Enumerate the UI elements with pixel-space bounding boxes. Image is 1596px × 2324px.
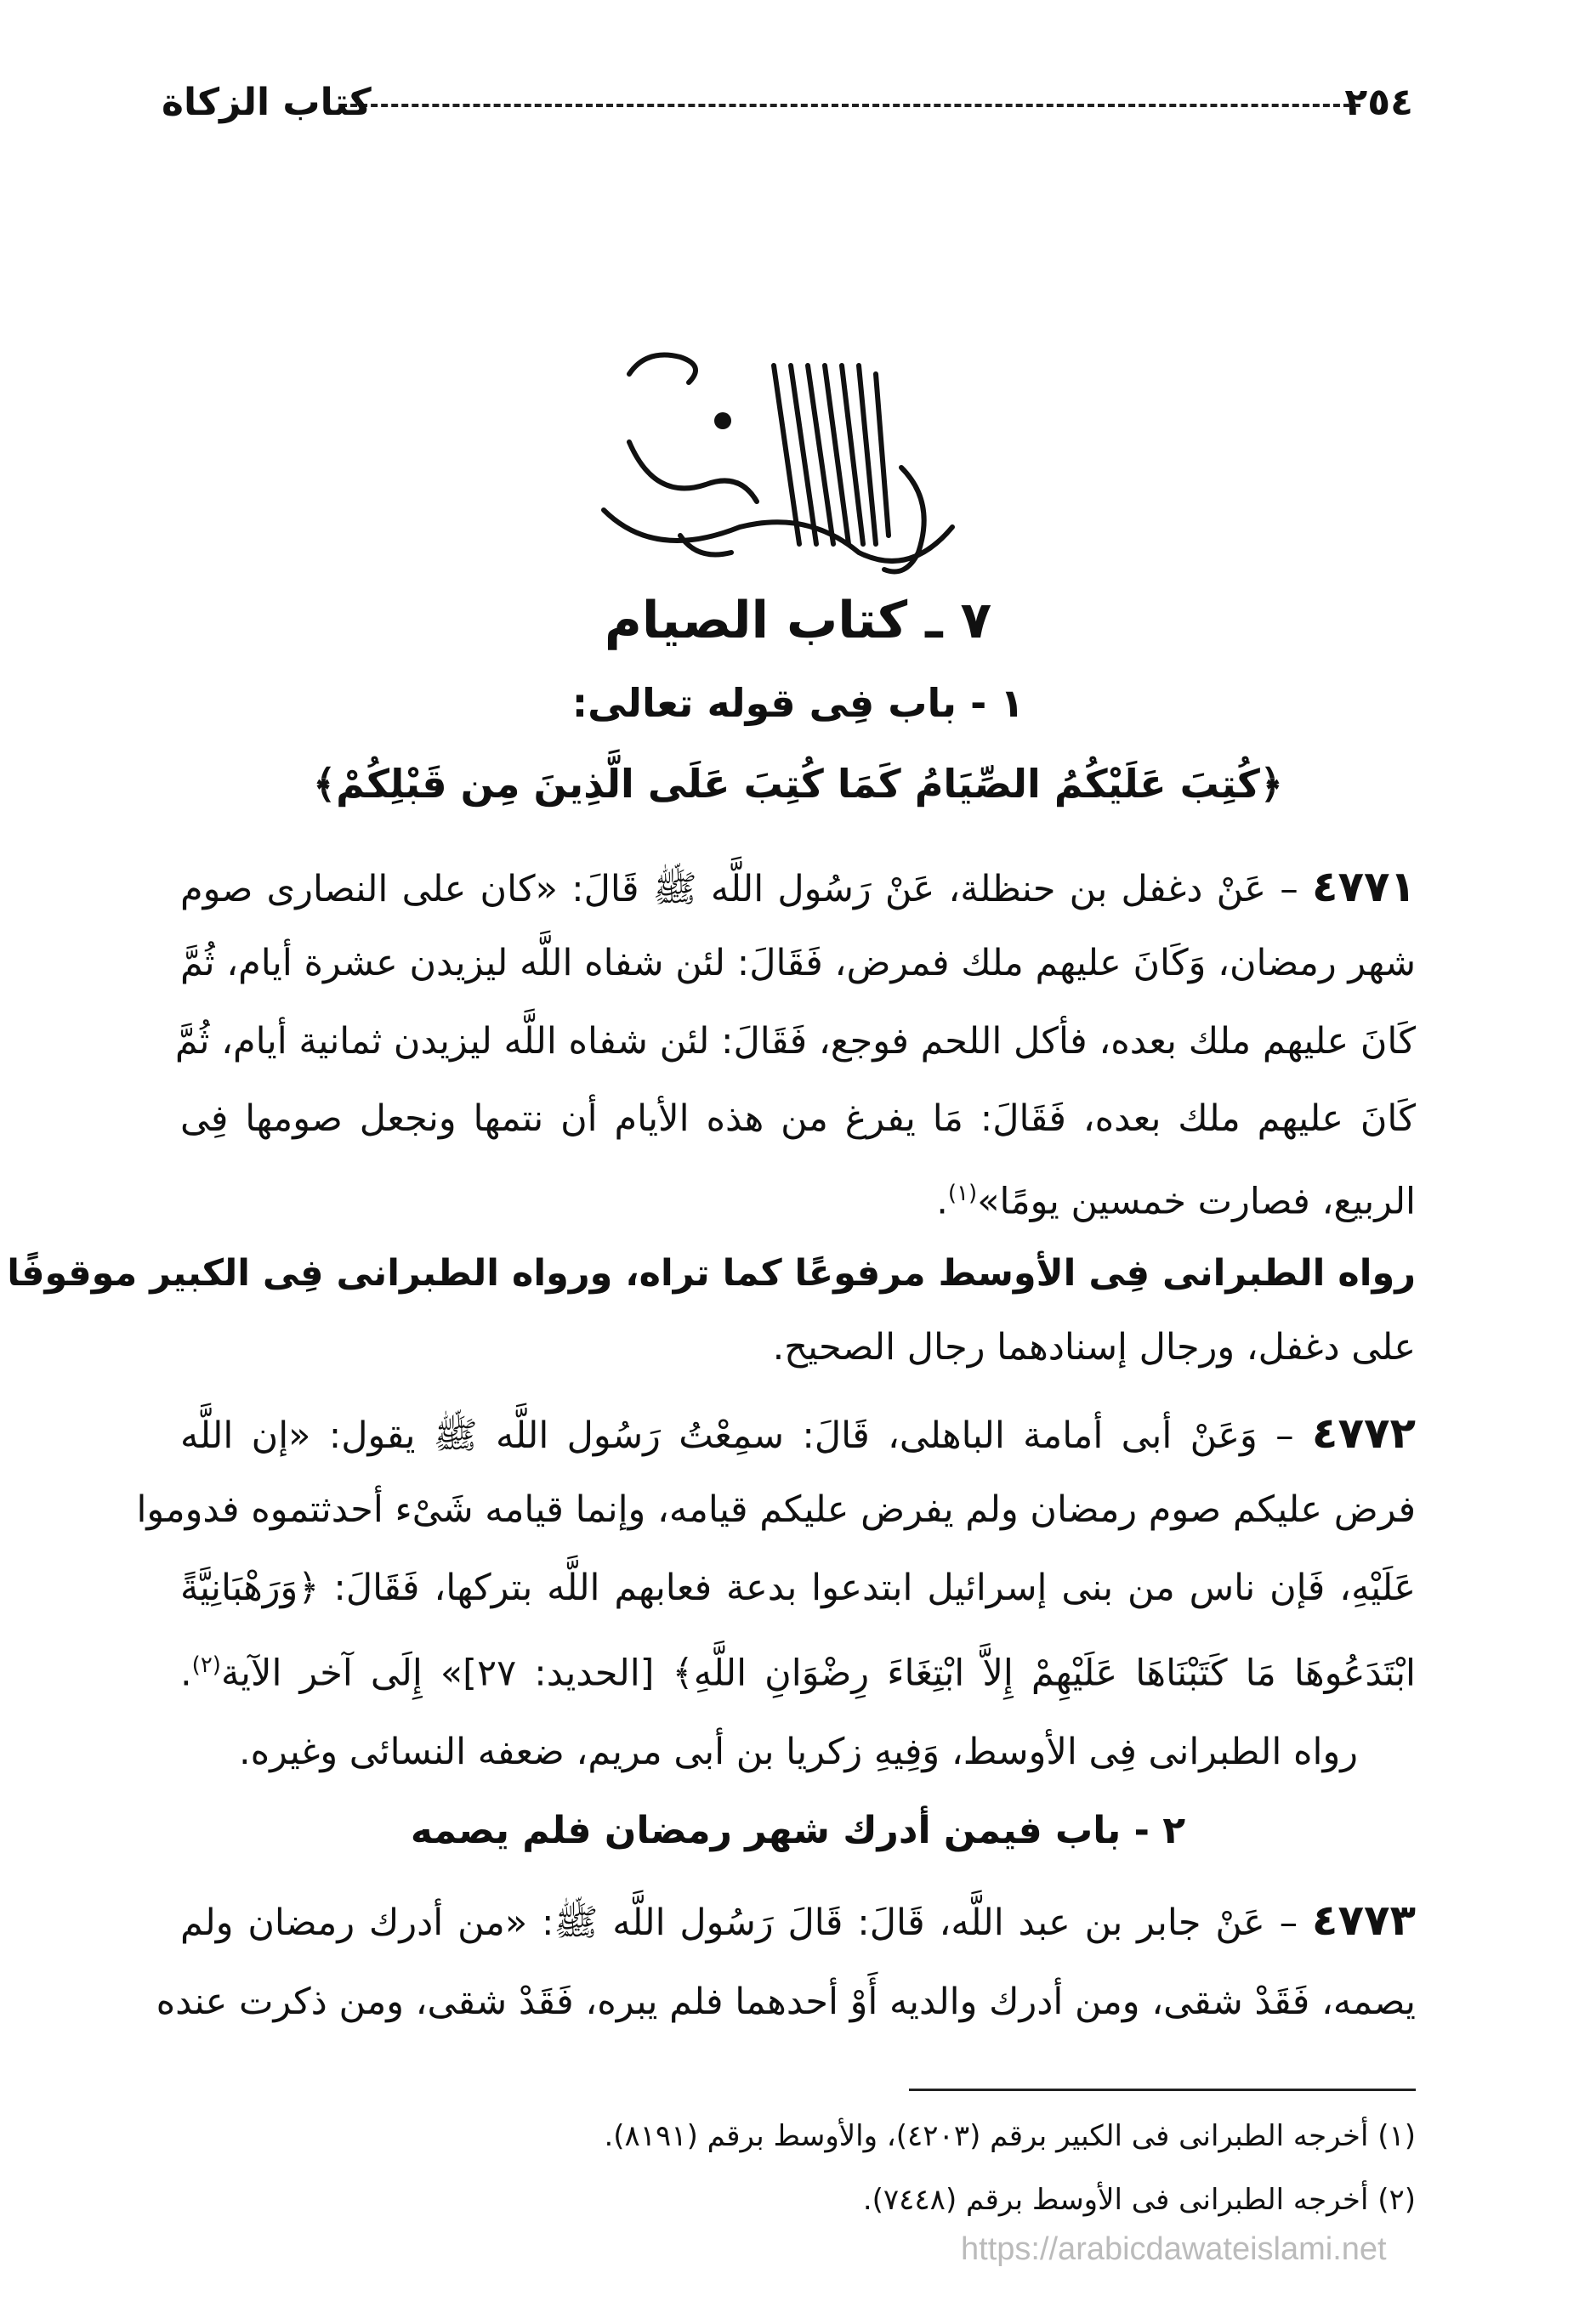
quran-verse: ﴿كُتِبَ عَلَيْكُمُ الصِّيَامُ كَمَا كُتِبَ عَلَى الَّذِينَ مِن قَبْلِكُمْ﴾ [313,761,1283,807]
hadith-line: عَلَيْهِ، فَإن ناس من بنى إسرائيل ابتدعوا بدعة فعابهم اللَّه بتركها، فَقَالَ: ﴿وَرَهْبَانِيَّةً [180,1567,1416,1609]
footnote-ref[interactable]: (٢) [191,1652,221,1678]
page-number: ٢٥٤ [1344,81,1413,124]
hadith-line: كَانَ عليهم ملك بعده، فأكل اللحم فوجع، فَقَالَ: لئن شفاه اللَّه ليزيدن ثمانية أيام، ثُمَّ [174,1020,1416,1063]
basmala-calligraphy [578,340,986,587]
commentary-line: رواه الطبرانى فِى الأوسط مرفوعًا كما تراه، ورواه الطبرانى فِى الكبير موقوفًا [7,1252,1416,1295]
hadith-line: ٤٧٧٢ – وَعَنْ أبى أمامة الباهلى، قَالَ: سمِعْتُ رَسُول اللَّه ﷺ يقول: «إن اللَّه [180,1409,1416,1458]
hadith-line: كَانَ عليهم ملك بعده، فَقَالَ: مَا يفرغ من هذه الأيام أن نتمها ونجعل صومها فِى [180,1097,1416,1140]
header-divider [340,104,1360,107]
watermark: https://arabicdawateislami.net [961,2231,1387,2267]
hadith-line: يصمه، فَقَدْ شقى، ومن أدرك والديه أَوْ أحدهما فلم يبره، فَقَدْ شقى، ومن ذكرت عنده [156,1981,1416,2023]
footnote: (٢) أخرجه الطبرانى فى الأوسط برقم (٧٤٤٨). [862,2183,1416,2217]
running-title: كتاب الزكاة [162,81,372,124]
hadith-line: ٤٧٧١ – عَنْ دغفل بن حنظلة، عَنْ رَسُول اللَّه ﷺ قَالَ: «كان على النصارى صوم [180,862,1417,911]
footnote-separator [909,2089,1416,2091]
chapter-title: ٧ ـ كتاب الصيام [604,591,992,650]
hadith-line: ابْتَدَعُوهَا مَا كَتَبْنَاهَا عَلَيْهِمْ إِلاَّ ابْتِغَاءَ رِضْوَانِ اللَّهِ﴾ [الحديد: ٢٧]» إِلَى آخر الآية$^{(٢)}$. [180,1652,1416,1695]
hadith-line: فرض عليكم صوم رمضان ولم يفرض عليكم قيامه، وإنما قيامه شَىْء أحدثتموه فدوموا [136,1488,1416,1531]
hadith-line: ٤٧٧٣ – عَنْ جابر بن عبد اللَّه، قَالَ: قَالَ رَسُول اللَّه ﷺ: «من أدرك رمضان ولم [180,1896,1416,1945]
footnote: (١) أخرجه الطبرانى فى الكبير برقم (٤٢٠٣)، والأوسط برقم (٨١٩١). [604,2119,1416,2153]
section-title: ٢ - باب فيمن أدرك شهر رمضان فلم يصمه [410,1809,1186,1852]
hadith-line: الربيع، فصارت خمسين يومًا»$^{(١)}$. [936,1180,1416,1223]
section-title: ١ - باب فِى قوله تعالى: [571,680,1025,726]
commentary-line: على دغفل، ورجال إسنادهما رجال الصحيح. [772,1326,1416,1369]
commentary-line: رواه الطبرانى فِى الأوسط، وَفِيهِ زكريا بن أبى مريم، ضعفه النسائى وغيره. [238,1731,1358,1773]
hadith-number: ٤٧٧١ [1311,862,1417,911]
hadith-line: شهر رمضان، وَكَانَ عليهم ملك فمرض، فَقَالَ: لئن شفاه اللَّه ليزيدن عشرة أيام، ثُمَّ [180,942,1416,984]
footnote-ref[interactable]: (١) [947,1181,978,1206]
hadith-number: ٤٧٧٢ [1311,1409,1416,1458]
hadith-number: ٤٧٧٣ [1311,1896,1416,1945]
